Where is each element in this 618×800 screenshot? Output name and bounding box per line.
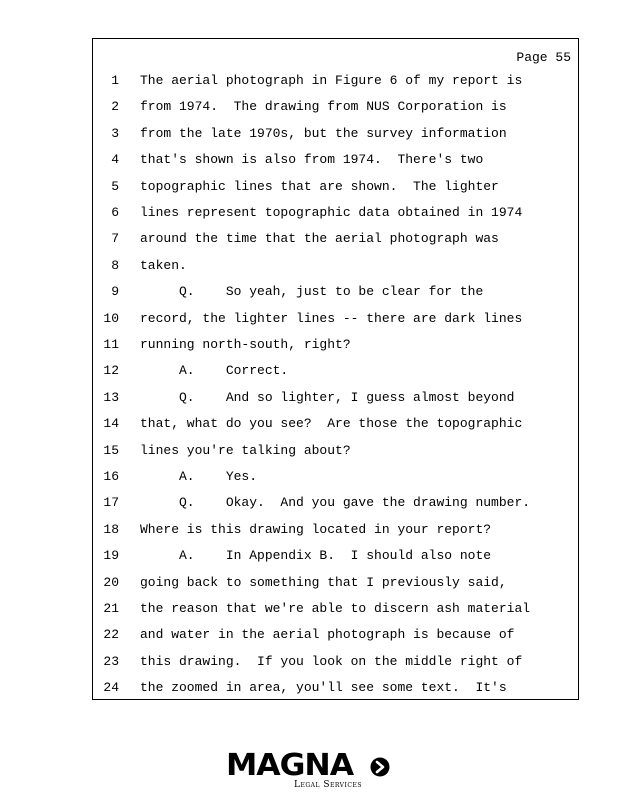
logo-wordmark: MAGNA xyxy=(226,748,354,783)
transcript-line xyxy=(93,258,578,278)
transcript-line xyxy=(93,205,578,225)
transcript-line xyxy=(93,152,578,172)
line-text: A. In Appendix B. I should also note xyxy=(140,548,492,564)
line-text: Q. So yeah, just to be clear for the xyxy=(140,284,484,300)
line-text: from the late 1970s, but the survey information xyxy=(140,125,507,141)
transcript-line xyxy=(93,469,578,489)
line-number: 3 xyxy=(111,125,119,141)
transcript-line xyxy=(93,680,578,700)
line-text: around the time that the aerial photograph was xyxy=(140,231,499,247)
magna-logo xyxy=(226,750,396,792)
line-text: going back to something that I previously said, xyxy=(140,574,507,590)
line-number: 17 xyxy=(103,495,119,511)
transcript-line xyxy=(93,627,578,647)
transcript-line xyxy=(93,284,578,304)
transcript-line xyxy=(93,73,578,93)
line-number: 23 xyxy=(103,653,119,669)
line-number: 24 xyxy=(103,680,119,696)
transcript-line xyxy=(93,311,578,331)
line-text: the reason that we're able to discern ash material xyxy=(140,601,531,616)
transcript-line xyxy=(93,495,578,515)
line-number: 9 xyxy=(111,284,119,300)
line-text: A. Correct. xyxy=(140,363,289,379)
line-number: 5 xyxy=(111,178,119,194)
line-text: taken. xyxy=(140,257,187,273)
line-text: the zoomed in area, you'll see some text. It's xyxy=(140,680,507,696)
line-text: lines represent topographic data obtained in 1974 xyxy=(140,205,523,220)
transcript-line xyxy=(93,363,578,383)
line-number: 15 xyxy=(103,442,119,458)
transcript-line xyxy=(93,99,578,119)
line-text: A. Yes. xyxy=(140,469,258,484)
transcript-line xyxy=(93,575,578,595)
line-number: 2 xyxy=(111,99,119,115)
line-text: Q. Okay. And you gave the drawing number. xyxy=(140,495,531,511)
logo-arrow-icon xyxy=(370,757,390,777)
line-number: 6 xyxy=(111,205,119,220)
line-text: this drawing. If you look on the middle right of xyxy=(140,653,523,669)
transcript-line xyxy=(93,231,578,251)
line-text: that, what do you see? Are those the topographic xyxy=(140,416,523,432)
line-text: running north-south, right? xyxy=(140,337,351,352)
transcript-line xyxy=(93,179,578,199)
transcript-line xyxy=(93,390,578,410)
line-number: 18 xyxy=(103,521,119,537)
line-text: that's shown is also from 1974. There's two xyxy=(140,152,484,168)
page-number: Page 55 xyxy=(516,50,571,65)
line-number: 16 xyxy=(103,469,119,484)
line-text: lines you're talking about? xyxy=(140,442,351,458)
line-number: 20 xyxy=(103,574,119,590)
line-number: 7 xyxy=(111,231,119,247)
line-text: from 1974. The drawing from NUS Corporation is xyxy=(140,99,507,115)
transcript-line xyxy=(93,522,578,542)
transcript-line xyxy=(93,416,578,436)
line-number: 8 xyxy=(111,257,119,273)
transcript-line xyxy=(93,654,578,674)
line-text: Q. And so lighter, I guess almost beyond xyxy=(140,389,515,405)
line-number: 1 xyxy=(111,73,119,88)
transcript-line xyxy=(93,126,578,146)
line-number: 10 xyxy=(103,310,119,326)
line-number: 12 xyxy=(103,363,119,379)
transcript-line xyxy=(93,601,578,621)
line-number: 21 xyxy=(103,601,119,616)
line-number: 19 xyxy=(103,548,119,564)
line-number: 22 xyxy=(103,627,119,643)
transcript-line xyxy=(93,337,578,357)
line-text: topographic lines that are shown. The lighter xyxy=(140,178,499,194)
line-number: 11 xyxy=(103,337,119,352)
line-number: 14 xyxy=(103,416,119,432)
transcript-line xyxy=(93,443,578,463)
transcript-page xyxy=(92,38,579,700)
transcript-line xyxy=(93,548,578,568)
line-text: and water in the aerial photograph is because of xyxy=(140,627,515,643)
logo-subtitle: Legal Services xyxy=(294,780,362,790)
line-number: 13 xyxy=(103,389,119,405)
line-text: record, the lighter lines -- there are dark lines xyxy=(140,310,523,326)
line-text: Where is this drawing located in your report? xyxy=(140,521,492,537)
line-text: The aerial photograph in Figure 6 of my report is xyxy=(140,73,523,88)
line-number: 4 xyxy=(111,152,119,168)
